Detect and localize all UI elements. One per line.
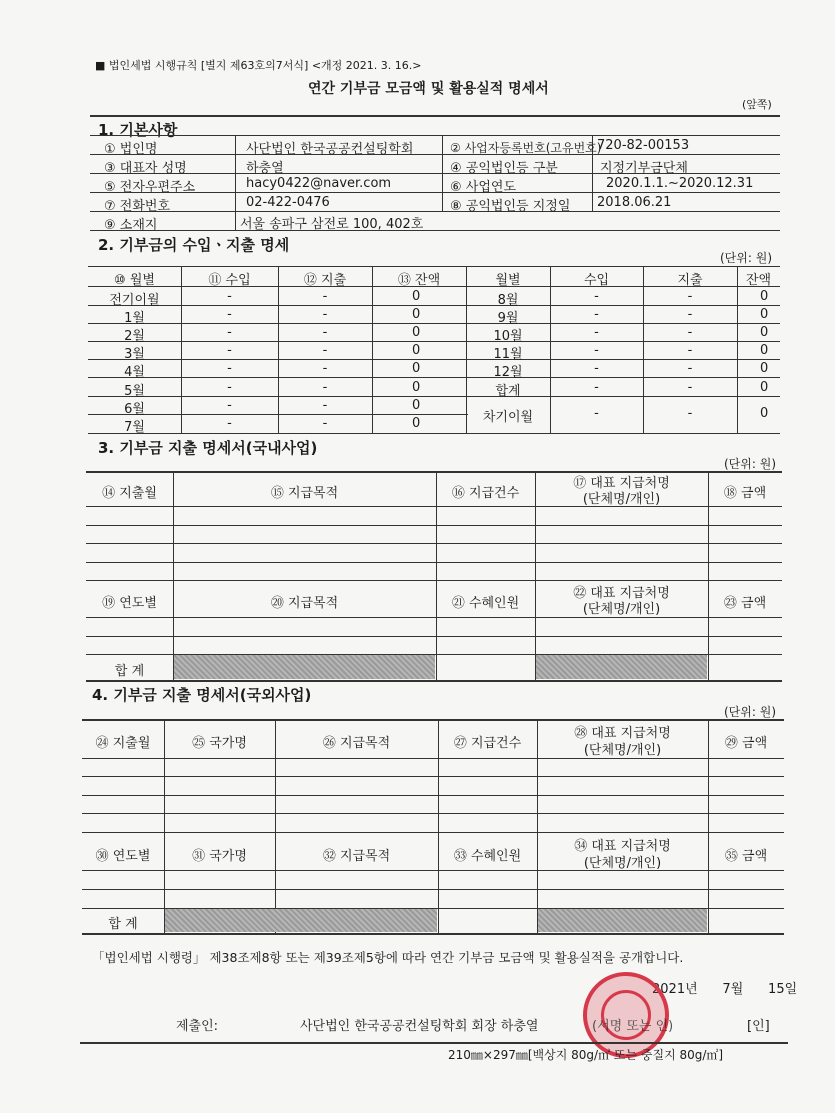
table-row-expense: - (322, 307, 328, 322)
table-row-expense: - (322, 416, 328, 431)
table-row-balance-right: 0 (760, 361, 769, 376)
label-public-category: ④ 공익법인등 구분 (450, 161, 558, 176)
table-row-month-right: 9월 (497, 311, 519, 326)
value-public-category: 지정기부금단체 (600, 161, 688, 176)
foreign-header-amount: ㉙ 금액 (724, 736, 768, 751)
value-email: hacy0422@naver.com (246, 176, 392, 191)
submission-date: 2021년 7월 15일 (652, 982, 798, 997)
table-row-expense: - (322, 380, 328, 395)
table-row-expense: - (322, 289, 328, 304)
table-row-income: - (227, 307, 232, 322)
table-row-income: - (227, 416, 232, 431)
page-side-label: (앞쪽) (742, 98, 772, 111)
domestic-header-recipient: ⑰ 대표 지급처명 (573, 476, 670, 491)
foreign-header-recipient-2: ㉞ 대표 지급처명 (574, 839, 671, 854)
value-phone: 02-422-0476 (246, 195, 330, 210)
income-unit: (단위: 원) (720, 251, 772, 265)
table-row-month: 6월 (124, 402, 145, 417)
label-designation-date: ⑧ 공익법인등 지정일 (450, 199, 571, 214)
section-foreign-title: 4. 기부금 지출 명세서(국외사업) (92, 686, 312, 704)
foreign-header-recipient: ㉘ 대표 지급처명 (574, 726, 671, 741)
domestic-unit: (단위: 원) (724, 457, 776, 471)
table-row-expense-right: - (687, 325, 693, 340)
label-email: ⑤ 전자우편주소 (104, 180, 196, 195)
table-row-balance: 0 (412, 343, 421, 358)
table-row-income: - (227, 289, 232, 304)
foreign-header-beneficiaries: ㉝ 수혜인원 (453, 849, 522, 864)
domestic-header-beneficiaries: ㉑ 수혜인원 (451, 596, 520, 611)
value-representative: 하충열 (246, 161, 284, 176)
income-header-income: ⑪ 수입 (208, 273, 251, 288)
table-row-expense-right: - (687, 343, 693, 358)
domestic-header-count: ⑯ 지급건수 (451, 486, 520, 501)
table-row-total: 합계 (495, 384, 521, 399)
domestic-header-recipient-sub-2: (단체명/개인) (582, 602, 661, 617)
section-domestic-title: 3. 기부금 지출 명세서(국내사업) (98, 439, 318, 457)
table-row-balance: 0 (412, 416, 421, 431)
table-row-month: 1월 (124, 311, 145, 326)
table-row-month: 전기이월 (109, 293, 160, 308)
foreign-header-year: ㉚ 연도별 (95, 849, 151, 864)
table-row-expense: - (322, 398, 328, 413)
table-row-balance: 0 (412, 398, 421, 413)
seal-mark: [인] (747, 1019, 770, 1034)
label-corp-name: ① 법인명 (104, 142, 158, 157)
foreign-header-month: ㉔ 지출월 (95, 736, 151, 751)
foreign-header-purpose: ㉖ 지급목적 (322, 736, 391, 751)
table-row-month: 4월 (124, 365, 145, 380)
total-shaded-cell (538, 909, 707, 932)
label-business-number: ② 사업자등록번호(고유번호) (450, 141, 602, 155)
table-row-income-right: - (594, 325, 599, 340)
label-fiscal-year: ⑥ 사업연도 (450, 180, 517, 195)
disclosure-statement: 「법인세법 시행령」 제38조제8항 또는 제39조제5항에 따라 연간 기부금 모금액 및 활용실적을 공개합니다. (92, 950, 684, 965)
total-shaded-cell (165, 909, 437, 932)
domestic-total-label: 합 계 (114, 664, 145, 679)
value-fiscal-year: 2020.1.1.~2020.12.31 (606, 176, 754, 191)
table-row-carryover: 차기이월 (482, 410, 534, 425)
regulation-reference: ■ 법인세법 시행규칙 [별지 제63호의7서식] <개정 2021. 3. 16.> (95, 59, 422, 72)
section-basic-title: 1. 기본사항 (98, 121, 178, 139)
foreign-total-label: 합 계 (108, 917, 138, 932)
domestic-header-year: ⑲ 연도별 (102, 596, 157, 611)
table-row-balance: 0 (412, 361, 421, 376)
paper-spec: 210㎜×297㎜[백상지 80g/㎡ 또는 중질지 80g/㎡] (448, 1048, 724, 1062)
table-row-balance: 0 (412, 289, 421, 304)
table-row-balance-right: 0 (760, 307, 769, 322)
table-row-balance-right: 0 (760, 325, 769, 340)
label-address: ⑨ 소재지 (104, 218, 158, 233)
table-row-income-right: - (594, 289, 599, 304)
submitter-name: 사단법인 한국공공컨설팅학회 회장 하충열 (300, 1019, 539, 1034)
value-designation-date: 2018.06.21 (597, 195, 672, 210)
table-row-balance-right: 0 (760, 406, 769, 421)
income-header-expense-right: 지출 (677, 273, 703, 288)
domestic-header-amount-2: ㉓ 금액 (723, 596, 767, 611)
table-row-balance-right: 0 (760, 289, 769, 304)
total-shaded-cell (174, 655, 435, 679)
signature-hint: (서명 또는 인) (592, 1019, 674, 1034)
table-row-expense-right: - (687, 406, 693, 421)
table-row-month-right: 10월 (493, 329, 523, 344)
income-header-month: ⑩ 월별 (114, 273, 155, 288)
table-row-month: 3월 (124, 347, 145, 362)
table-row-month: 5월 (124, 384, 145, 399)
foreign-header-purpose-2: ㉜ 지급목적 (322, 849, 391, 864)
foreign-unit: (단위: 원) (724, 705, 776, 719)
submitter-label: 제출인: (176, 1019, 219, 1034)
foreign-header-country: ㉕ 국가명 (192, 736, 247, 751)
table-row-income: - (227, 325, 232, 340)
total-shaded-cell (536, 655, 707, 679)
table-row-balance: 0 (412, 380, 421, 395)
domestic-header-month: ⑭ 지출월 (102, 486, 157, 501)
foreign-header-recipient-sub: (단체명/개인) (583, 743, 662, 758)
table-row-income: - (227, 343, 232, 358)
table-row-balance: 0 (412, 307, 421, 322)
table-row-month-right: 12월 (493, 365, 523, 380)
section-income-title: 2. 기부금의 수입ㆍ지출 명세 (98, 236, 290, 254)
table-row-income: - (227, 380, 232, 395)
table-row-expense: - (322, 343, 328, 358)
domestic-header-purpose-2: ⑳ 지급목적 (270, 596, 339, 611)
table-row-income-right: - (594, 343, 599, 358)
foreign-header-recipient-sub-2: (단체명/개인) (583, 856, 662, 871)
label-representative: ③ 대표자 성명 (104, 161, 187, 176)
income-header-expense: ⑫ 지출 (303, 273, 347, 288)
value-corp-name: 사단법인 한국공공컨설팅학회 (246, 142, 414, 157)
table-row-income-right: - (594, 307, 599, 322)
income-header-income-right: 수입 (583, 273, 610, 288)
table-row-balance-right: 0 (760, 343, 769, 358)
table-row-income-right: - (594, 380, 599, 395)
foreign-header-count: ㉗ 지급건수 (453, 736, 522, 751)
income-header-balance-right: 잔액 (745, 273, 772, 288)
table-row-month: 7월 (124, 420, 145, 435)
table-row-expense-right: - (687, 307, 693, 322)
table-row-expense: - (322, 361, 328, 376)
value-business-number: 720-82-00153 (597, 138, 690, 153)
table-row-month-right: 8월 (497, 293, 519, 308)
label-phone: ⑦ 전화번호 (104, 199, 171, 214)
table-row-expense-right: - (687, 380, 693, 395)
table-row-income: - (227, 398, 232, 413)
table-row-month-right: 11월 (493, 347, 523, 362)
table-row-income-right: - (594, 361, 599, 376)
domestic-header-amount: ⑱ 금액 (723, 486, 767, 501)
table-row-expense-right: - (687, 289, 693, 304)
table-row-income: - (227, 361, 232, 376)
table-row-expense-right: - (687, 361, 693, 376)
table-row-income-right: - (594, 406, 599, 421)
value-address: 서울 송파구 삼전로 100, 402호 (240, 217, 424, 232)
income-header-balance: ⑬ 잔액 (397, 273, 441, 288)
table-row-balance-right: 0 (760, 380, 769, 395)
table-row-expense: - (322, 325, 328, 340)
foreign-header-amount-2: ㉟ 금액 (724, 849, 768, 864)
form-title: 연간 기부금 모금액 및 활용실적 명세서 (308, 81, 549, 97)
table-row-month: 2월 (124, 329, 145, 344)
domestic-header-recipient-sub: (단체명/개인) (582, 492, 661, 507)
foreign-header-country-2: ㉛ 국가명 (192, 849, 247, 864)
domestic-header-recipient-2: ㉒ 대표 지급처명 (573, 586, 670, 601)
table-row-balance: 0 (412, 325, 421, 340)
income-header-month-right: 월별 (495, 273, 521, 288)
domestic-header-purpose: ⑮ 지급목적 (270, 486, 339, 501)
